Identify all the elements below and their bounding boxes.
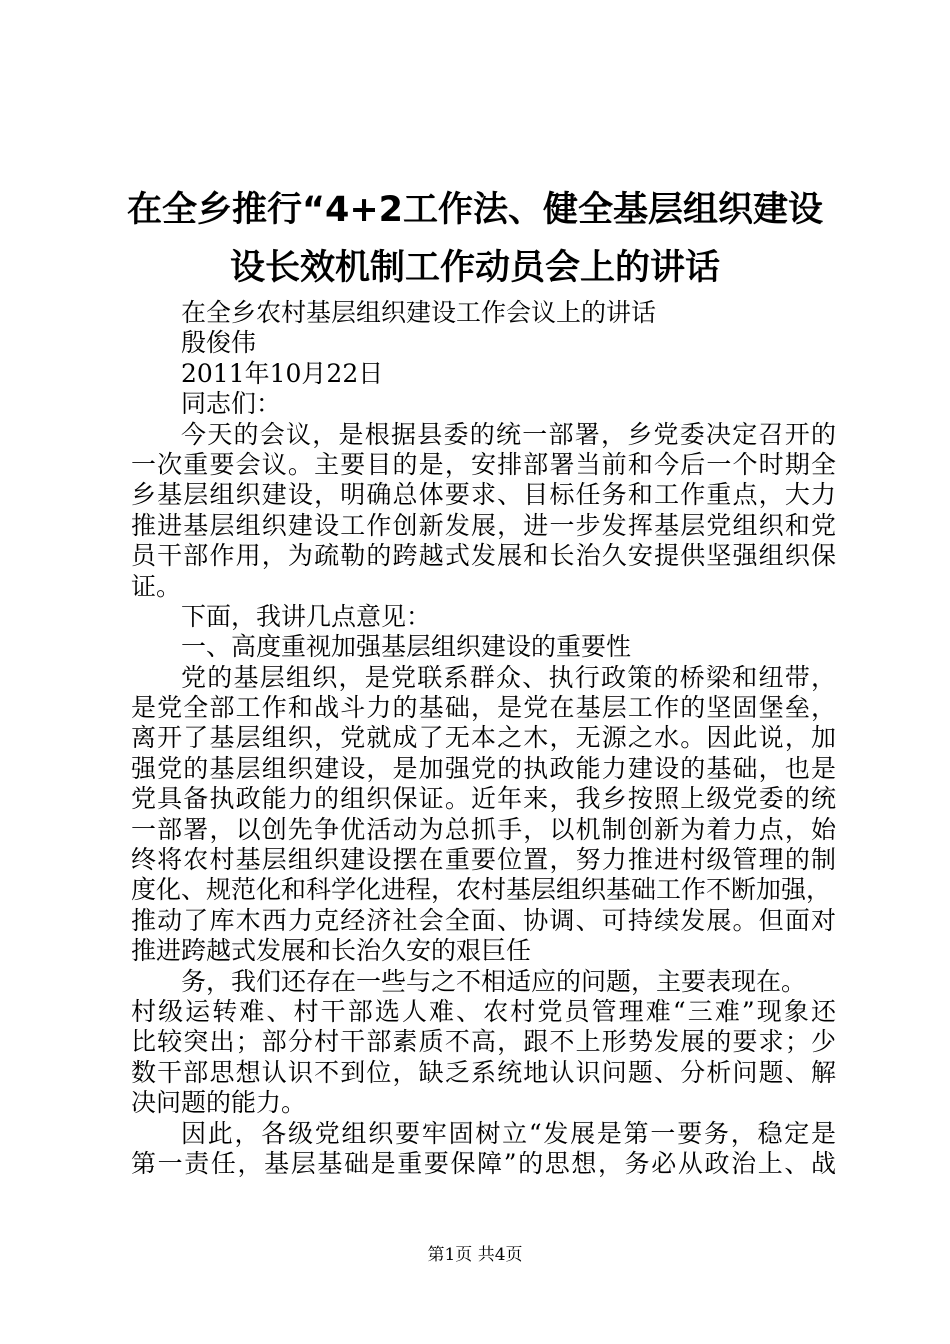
speech-subtitle: 在全乡农村基层组织建设工作会议上的讲话	[181, 298, 657, 327]
speech-date: 2011年10月22日	[181, 358, 384, 388]
paragraph-line: 一次重要会议。主要目的是，安排部署当前和今后一个时期全	[131, 449, 836, 479]
paragraph-line: 数干部思想认识不到位，缺乏系统地认识问题、分析问题、解	[131, 1057, 836, 1087]
paragraph-line: 员干部作用，为疏勒的跨越式发展和长治久安提供坚强组织保	[131, 541, 836, 571]
paragraph-line: 终将农村基层组织建设摆在重要位置，努力推进村级管理的制	[131, 845, 836, 875]
paragraph-line: 推进基层组织建设工作创新发展，进一步发挥基层党组织和党	[131, 510, 836, 540]
document-body	[131, 298, 836, 1179]
page-number: 第1页 共4页	[427, 1245, 523, 1265]
paragraph-line: 下面，我讲几点意见：	[181, 601, 432, 631]
paragraph-line: 务，我们还存在一些与之不相适应的问题，主要表现在。	[181, 966, 807, 996]
paragraph-line: 推进跨越式发展和长治久安的艰巨任	[131, 936, 532, 966]
paragraph-line: 推动了库木西力克经济社会全面、协调、可持续发展。但面对	[131, 905, 836, 935]
salutation: 同志们：	[181, 389, 282, 419]
paragraph-line: 决问题的能力。	[131, 1088, 307, 1118]
paragraph-line: 一部署，以创先争优活动为总抓手，以机制创新为着力点，始	[131, 814, 836, 844]
paragraph-line: 乡基层组织建设，明确总体要求、目标任务和工作重点，大力	[131, 480, 836, 510]
speaker-name: 殷俊伟	[181, 328, 257, 358]
paragraph-line: 证。	[131, 571, 182, 601]
paragraph-line: 党具备执政能力的组织保证。近年来，我乡按照上级党委的统	[131, 784, 836, 814]
section-heading: 一、高度重视加强基层组织建设的重要性	[181, 632, 632, 662]
paragraph-line: 党的基层组织，是党联系群众、执行政策的桥梁和纽带，	[181, 662, 836, 692]
paragraph-line: 强党的基层组织建设，是加强党的执政能力建设的基础，也是	[131, 753, 836, 783]
paragraph-line: 村级运转难、村干部选人难、农村党员管理难“三难”现象还	[131, 996, 836, 1026]
paragraph-line: 第一责任，基层基础是重要保障”的思想，务必从政治上、战	[131, 1148, 836, 1178]
paragraph-line: 因此，各级党组织要牢固树立“发展是第一要务，稳定是	[181, 1118, 836, 1148]
paragraph-line: 离开了基层组织，党就成了无本之木，无源之水。因此说，加	[131, 723, 836, 753]
paragraph-line: 是党全部工作和战斗力的基础，是党在基层工作的坚固堡垒，	[131, 693, 836, 723]
paragraph-line: 比较突出；部分村干部素质不高，跟不上形势发展的要求；少	[131, 1027, 836, 1057]
paragraph-line: 今天的会议，是根据县委的统一部署，乡党委决定召开的	[181, 419, 836, 449]
paragraph-line: 度化、规范化和科学化进程，农村基层组织基础工作不断加强，	[131, 875, 832, 905]
document-title-line-2: 设长效机制工作动员会上的讲话	[229, 248, 720, 288]
document-title-line-1: 在全乡推行“4+2工作法、健全基层组织建设	[126, 190, 824, 230]
